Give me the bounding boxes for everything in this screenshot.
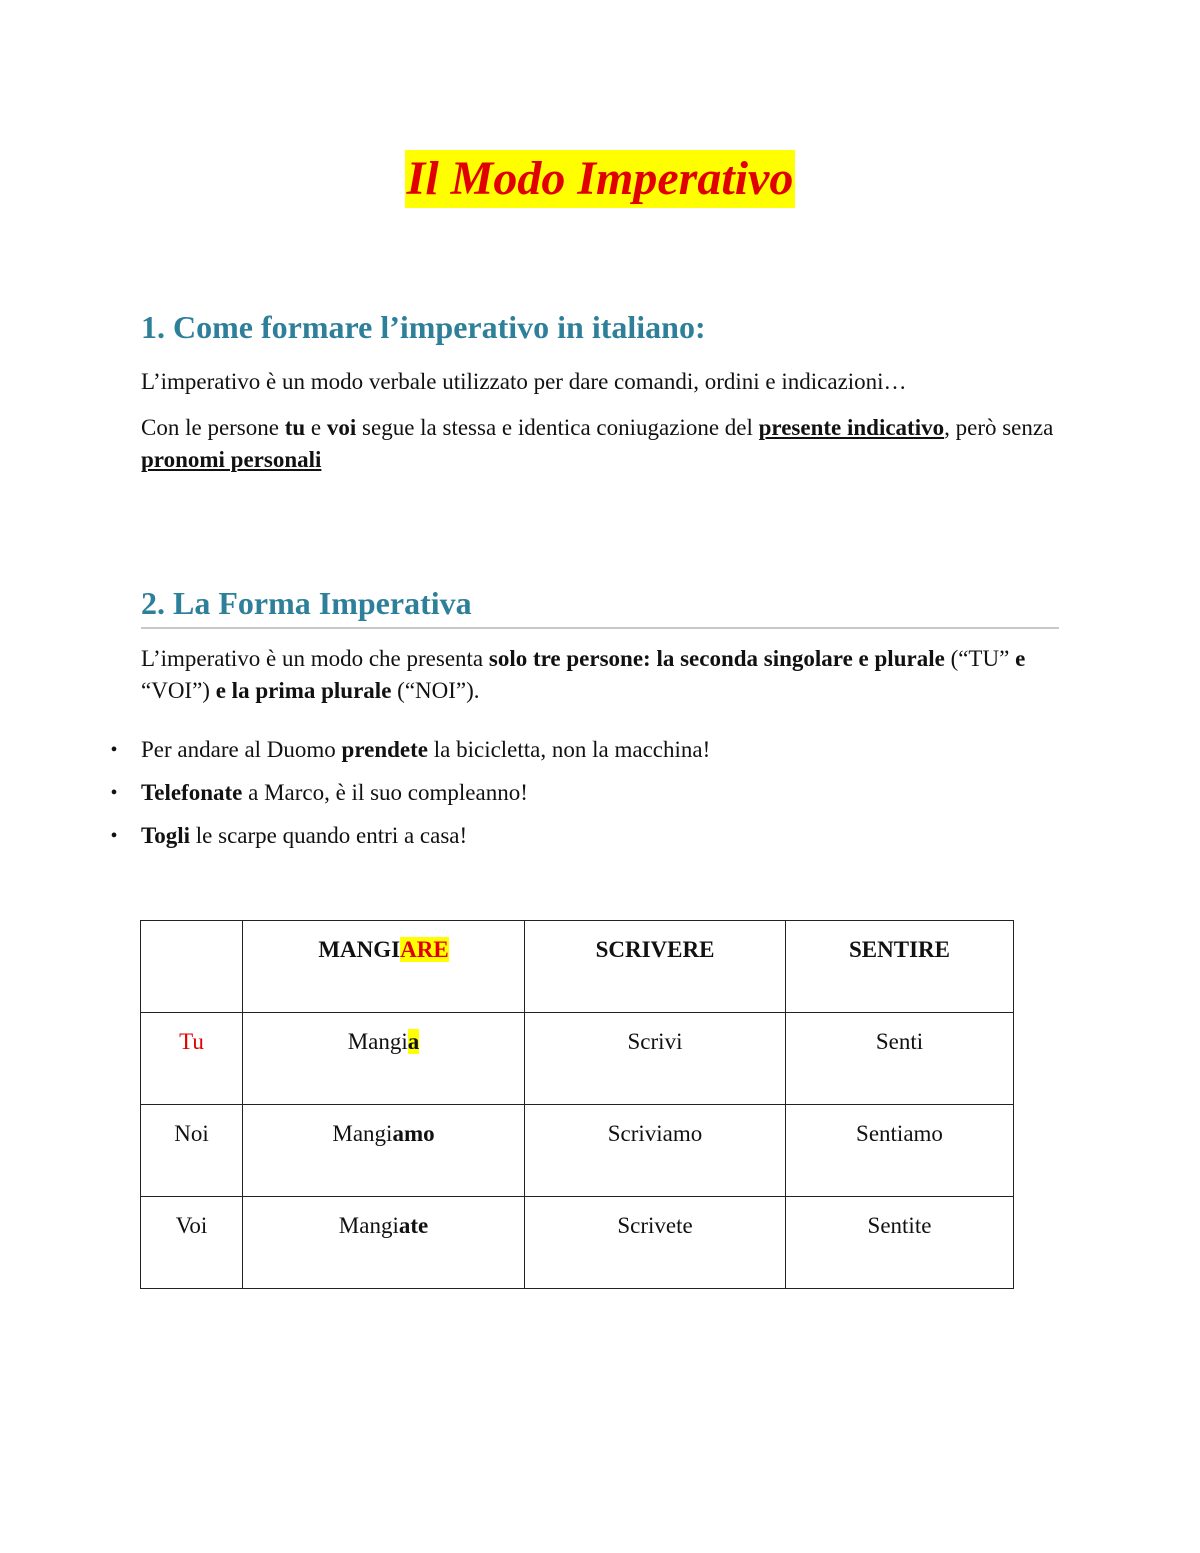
text: a Marco, è il suo compleanno! xyxy=(242,780,528,805)
text: Per andare al Duomo xyxy=(141,737,342,762)
header-scrivere: SCRIVERE xyxy=(525,921,786,1013)
bullet-icon: • xyxy=(110,739,118,761)
document-title: Il Modo Imperativo xyxy=(405,150,796,208)
underlined-pronomi-personali: pronomi personali xyxy=(141,447,322,472)
verb-ending: ate xyxy=(398,1213,429,1238)
scrivere-cell: Scriviamo xyxy=(525,1105,786,1197)
list-item xyxy=(104,734,710,777)
scrivere-cell: Scrivi xyxy=(525,1013,786,1105)
table-row xyxy=(141,1105,1014,1197)
bold-text: e la prima plurale xyxy=(215,678,392,703)
text: “VOI”) xyxy=(141,678,216,703)
bold-text: e xyxy=(1015,646,1026,671)
mangiare-cell xyxy=(243,1197,525,1289)
section-2-paragraph xyxy=(141,643,1061,707)
person-cell: Voi xyxy=(141,1197,243,1289)
table-row xyxy=(141,1197,1014,1289)
bold-tu: tu xyxy=(284,415,306,440)
section-1-heading: 1. Come formare l’imperativo in italiano: xyxy=(141,309,706,345)
section-1-paragraph-1: L’imperativo è un modo verbale utilizzato per dare comandi, ordini e indicazioni… xyxy=(141,369,907,394)
text: , però senza xyxy=(944,415,1054,440)
person-cell: Tu xyxy=(141,1013,243,1105)
sentire-cell: Sentite xyxy=(786,1197,1014,1289)
examples-list xyxy=(104,734,710,863)
text: la bicicletta, non la macchina! xyxy=(428,737,711,762)
text: (“NOI”). xyxy=(391,678,480,703)
list-item xyxy=(104,820,710,863)
verb-ending: amo xyxy=(392,1121,435,1146)
text: Con le persone xyxy=(141,415,285,440)
conjugation-table xyxy=(140,920,1014,1289)
table-corner-cell xyxy=(141,921,243,1013)
section-2-heading: 2. La Forma Imperativa xyxy=(141,585,472,621)
table-header-row xyxy=(141,921,1014,1013)
table-row xyxy=(141,1013,1014,1105)
verb-stem: Mangi xyxy=(347,1029,408,1054)
verb-stem: Mangi xyxy=(338,1213,399,1238)
bullet-icon: • xyxy=(110,782,118,804)
section-1-paragraph-2 xyxy=(141,412,1061,476)
mangiare-cell xyxy=(243,1013,525,1105)
bold-verb: Togli xyxy=(141,823,191,848)
bullet-icon: • xyxy=(110,825,118,847)
bold-text: solo tre persone: la seconda singolare e plurale xyxy=(488,646,945,671)
text: segue la stessa e identica coniugazione del xyxy=(356,415,759,440)
verb-stem: Mangi xyxy=(332,1121,393,1146)
text: (“TU” xyxy=(944,646,1016,671)
text: L’imperativo è un modo che presenta xyxy=(141,646,489,671)
list-item xyxy=(104,777,710,820)
bold-voi: voi xyxy=(326,415,357,440)
verb-ending: a xyxy=(407,1029,420,1054)
sentire-cell: Senti xyxy=(786,1013,1014,1105)
text: le scarpe quando entri a casa! xyxy=(190,823,468,848)
section-2-divider xyxy=(141,627,1059,629)
header-sentire: SENTIRE xyxy=(786,921,1014,1013)
scrivere-cell: Scrivete xyxy=(525,1197,786,1289)
bold-verb: Telefonate xyxy=(141,780,243,805)
title-container xyxy=(0,150,1200,208)
bold-verb: prendete xyxy=(341,737,428,762)
verb-ending: ARE xyxy=(400,937,449,962)
underlined-presente-indicativo: presente indicativo xyxy=(758,415,945,440)
verb-stem: MANGI xyxy=(318,937,401,962)
person-cell: Noi xyxy=(141,1105,243,1197)
header-mangiare xyxy=(243,921,525,1013)
text: e xyxy=(305,415,327,440)
mangiare-cell xyxy=(243,1105,525,1197)
sentire-cell: Sentiamo xyxy=(786,1105,1014,1197)
